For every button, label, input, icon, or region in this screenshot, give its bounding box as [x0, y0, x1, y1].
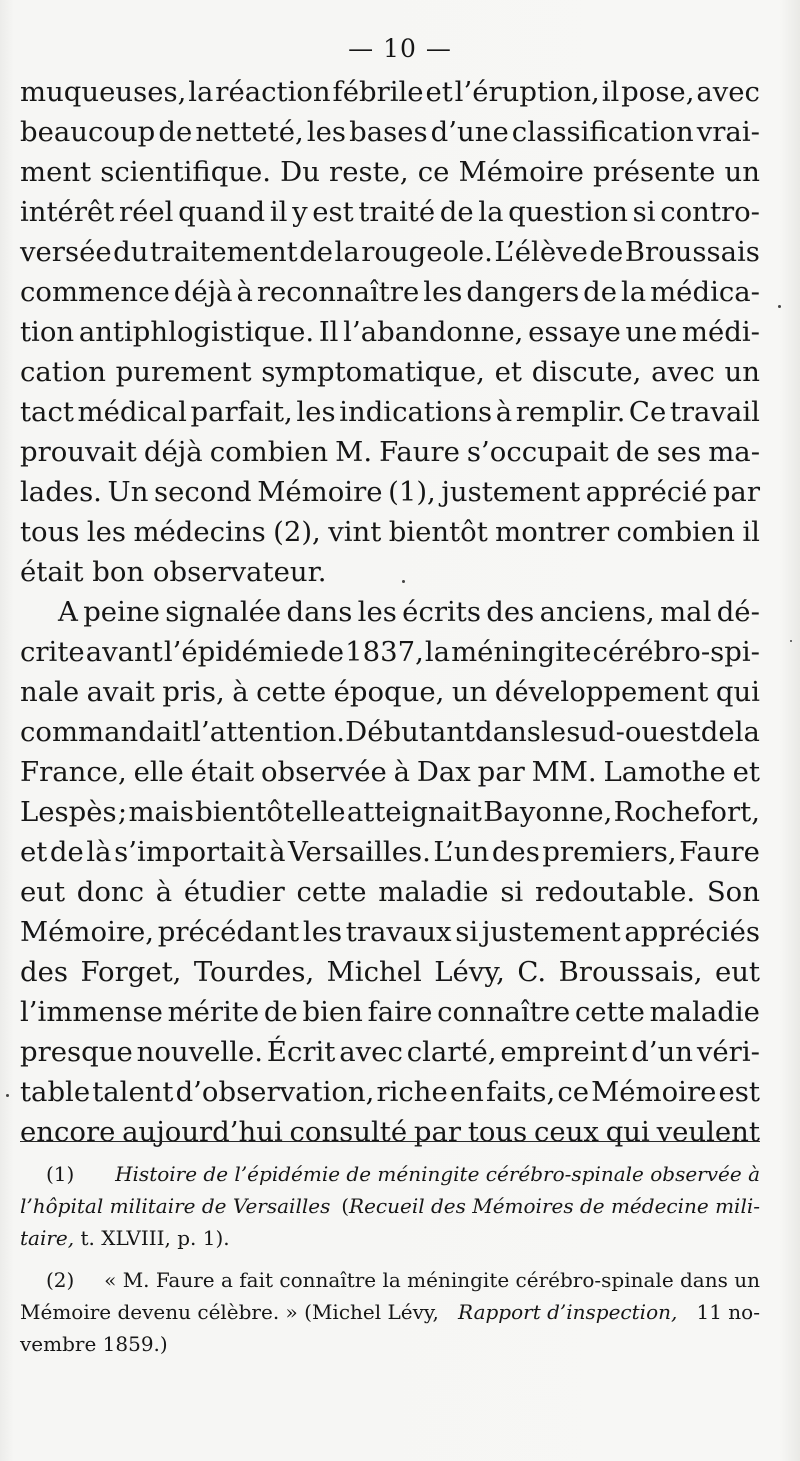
text-line: Lespès ; mais bientôt elle atteignait Bayonne, Rochefort,	[20, 796, 760, 828]
footnote-2-quote: « M. Faure a fait connaître la méningite cérébro-spinale dans un	[104, 1268, 760, 1292]
footnote-2-marker: (2)	[46, 1268, 75, 1292]
text-line: eut donc à étudier cette maladie si redoutable. Son	[20, 876, 760, 908]
page-number: — 10 —	[348, 34, 452, 63]
footnote-divider	[20, 1141, 760, 1142]
scan-speck	[402, 580, 405, 583]
text-line: ment scientifique. Du reste, ce Mémoire présente un	[20, 156, 760, 188]
text-line: prouvait déjà combien M. Faure s’occupait de ses ma-	[20, 436, 760, 468]
footnote-1-source-end: taire,	[20, 1226, 75, 1250]
footnote-1-reference: t. XLVIII, p. 1).	[80, 1226, 230, 1250]
text-line: crite avant l’épidémie de 1837, la méningite cérébro-spi-	[20, 636, 760, 668]
footnote-1-title-part-2: l’hôpital militaire de Versailles	[20, 1194, 331, 1218]
text-line: commence déjà à reconnaître les dangers de la médica-	[20, 276, 760, 308]
text-line: intérêt réel quand il y est traité de la question si contro-	[20, 196, 760, 228]
scan-speck	[6, 1094, 9, 1097]
text-line: était bon observateur.	[20, 556, 327, 588]
text-line: et de là s’importait à Versailles. L’un des premiers, Faure	[20, 836, 760, 868]
footnote-1-line-3	[20, 1222, 760, 1254]
text-line: tion antiphlogistique. Il l’abandonne, essaye une médi-	[20, 316, 760, 348]
footnote-2-report-title: Rapport d’inspection,	[458, 1300, 678, 1324]
text-line: tact médical parfait, les indications à remplir. Ce travail	[20, 396, 760, 428]
footnote-2-quote-end: Mémoire devenu célèbre. » (Michel Lévy,	[20, 1300, 439, 1324]
footnote-2-line-2	[20, 1296, 760, 1328]
text-line: l’immense mérite de bien faire connaître cette maladie	[20, 996, 760, 1028]
text-line: beaucoup de netteté, les bases d’une classification vrai-	[20, 116, 760, 148]
text-line: France, elle était observée à Dax par MM. Lamothe et	[20, 756, 760, 788]
text-line: versée du traitement de la rougeole. L’élève de Broussais	[20, 236, 760, 268]
text-line: tous les médecins (2), vint bientôt montrer combien il	[20, 516, 760, 548]
scan-speck	[790, 640, 792, 642]
footnote-1-source: Recueil des Mémoires de médecine mili-	[349, 1194, 760, 1218]
text-line: des Forget, Tourdes, Michel Lévy, C. Broussais, eut	[20, 956, 760, 988]
text-line: encore aujourd’hui consulté par tous ceux qui veulent	[20, 1116, 760, 1148]
text-line: muqueuses, la réaction fébrile et l’éruption, il pose, avec	[20, 76, 760, 108]
text-line: cation purement symptomatique, et discute, avec un	[20, 356, 760, 388]
text-line: table talent d’observation, riche en faits, ce Mémoire est	[20, 1076, 760, 1108]
text-line: presque nouvelle. Écrit avec clarté, empreint d’un véri-	[20, 1036, 760, 1068]
footnote-2-date-end: vembre 1859.)	[20, 1332, 168, 1356]
footnote-1-marker: (1)	[46, 1162, 75, 1186]
footnote-1-line-1	[20, 1158, 760, 1190]
footnote-2-line-3	[20, 1328, 760, 1360]
text-line: nale avait pris, à cette époque, un développement qui	[20, 676, 760, 708]
footnote-1-paren: (	[341, 1194, 350, 1218]
footnotes	[20, 1158, 760, 1360]
body-text	[20, 72, 760, 1152]
text-line: Mémoire, précédant les travaux si justement appréciés	[20, 916, 760, 948]
text-line: commandait l’attention. Débutant dans le sud-ouest de la	[20, 716, 760, 748]
footnote-1-line-2	[20, 1190, 760, 1222]
footnote-2-line-1	[20, 1264, 760, 1296]
footnote-1-title-part-1: Histoire de l’épidémie de méningite cérébro-spinale observée à	[115, 1162, 760, 1186]
text-line: A peine signalée dans les écrits des anciens, mal dé-	[58, 596, 760, 628]
text-line: lades. Un second Mémoire (1), justement apprécié par	[20, 476, 760, 508]
scan-speck	[778, 305, 781, 308]
footnote-2-date-start: 11 no-	[696, 1300, 760, 1324]
